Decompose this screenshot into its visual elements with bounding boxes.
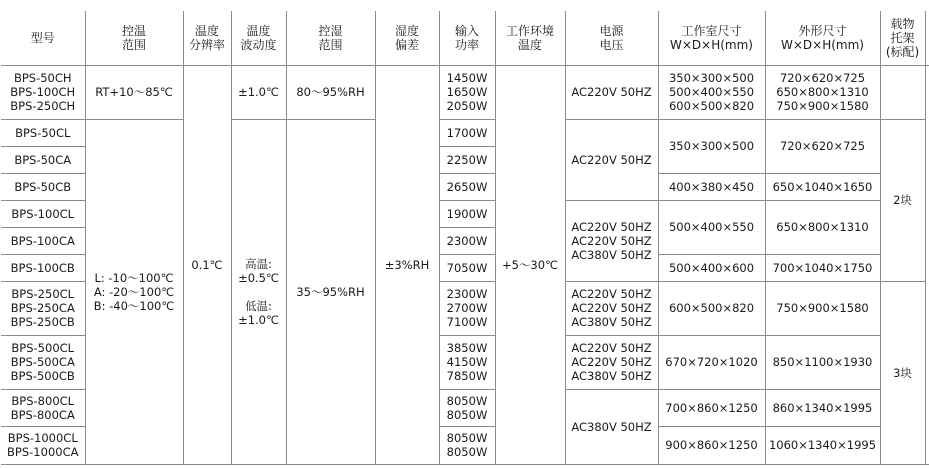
- header-chamber: [658, 11, 765, 65]
- cell-line: ±0.5℃: [238, 270, 279, 285]
- chamber-cell: [658, 254, 765, 281]
- cell-line: 2块: [893, 193, 912, 207]
- model-cell: [1, 389, 85, 426]
- cell-line: 温度: [246, 23, 271, 38]
- cell-line: W×D×H(mm): [781, 37, 864, 52]
- cell-line: 500×400×550: [668, 85, 755, 99]
- power-cell: [439, 65, 495, 119]
- header-env: [495, 11, 565, 65]
- cell-line: 2300W: [446, 233, 488, 248]
- cell-line: AC380V 50HZ: [571, 419, 652, 434]
- cell-line: 范围: [318, 37, 343, 52]
- cell-line: AC220V 50HZ: [571, 287, 652, 301]
- header-hum-ctrl: [286, 11, 375, 65]
- cell-line: 外形尺寸: [798, 23, 847, 38]
- cell-line: 7050W: [446, 260, 488, 275]
- voltage-cell: [565, 65, 658, 119]
- cell-line: 750×900×1580: [776, 99, 869, 113]
- voltage-cell: [565, 281, 658, 335]
- temp-fluct-cell: [231, 119, 286, 464]
- cell-line: 600×500×820: [668, 99, 755, 113]
- header-outer: [765, 11, 880, 65]
- env-cell: [495, 65, 565, 464]
- cell-line: 2250W: [446, 152, 488, 167]
- cell-line: 8050W: [446, 407, 488, 422]
- power-cell: [439, 389, 495, 426]
- cell-line: 650×800×1310: [776, 85, 869, 99]
- cell-line: BPS-800CA: [10, 407, 75, 422]
- power-cell: [439, 335, 495, 389]
- cell-line: 7850W: [446, 369, 488, 383]
- temp-ctrl-cell: [85, 119, 183, 464]
- cell-line: W×D×H(mm): [670, 37, 753, 52]
- header-filler: [925, 11, 929, 65]
- power-cell: [439, 119, 495, 146]
- header-hum-dev: [375, 11, 439, 65]
- cell-line: 700×860×1250: [665, 400, 758, 415]
- outer-cell: [765, 389, 880, 426]
- cell-line: BPS-250CB: [10, 315, 75, 329]
- outer-cell: [765, 335, 880, 389]
- cell-line: 电压: [599, 37, 624, 52]
- cell-line: 8050W: [446, 431, 488, 445]
- cell-line: 1900W: [446, 206, 488, 221]
- cell-line: 低温:: [245, 298, 272, 313]
- cell-line: BPS-500CB: [10, 369, 75, 383]
- cell-line: 2700W: [446, 301, 488, 315]
- cell-line: 高温:: [245, 256, 272, 271]
- outer-cell: [765, 281, 880, 335]
- model-cell: [1, 200, 85, 227]
- cell-line: 工作环境: [505, 23, 554, 38]
- cell-line: BPS-1000CA: [7, 445, 79, 459]
- cell-line: 托架: [890, 30, 915, 45]
- cell-line: 控湿: [318, 23, 343, 38]
- cell-line: 500×400×600: [668, 260, 755, 275]
- voltage-cell: [565, 200, 658, 281]
- cell-line: AC380V 50HZ: [571, 315, 652, 329]
- cell-line: BPS-500CA: [10, 355, 75, 369]
- cell-line: 3850W: [446, 341, 488, 355]
- cell-line: ±3%RH: [384, 257, 430, 272]
- cell-line: 工作室尺寸: [681, 23, 742, 38]
- header-temp-res: [183, 11, 231, 65]
- chamber-cell: [658, 389, 765, 426]
- header-temp-fluct: [231, 11, 286, 65]
- cell-line: BPS-100CH: [10, 85, 76, 99]
- cell-line: BPS-50CB: [14, 179, 72, 194]
- cell-line: 1700W: [446, 125, 488, 140]
- cell-line: 850×1100×1930: [772, 355, 873, 369]
- cell-line: 湿度: [394, 23, 419, 38]
- cell-line: 控温: [121, 23, 146, 38]
- cell-line: 2300W: [446, 287, 488, 301]
- model-cell: [1, 227, 85, 254]
- model-cell: [1, 281, 85, 335]
- chamber-cell: [658, 335, 765, 389]
- temp-res-cell: [183, 65, 231, 464]
- filler-cell: [925, 65, 929, 464]
- cell-line: B: -40～100℃: [93, 298, 175, 313]
- cell-line: [235, 285, 283, 299]
- cell-line: BPS-50CA: [14, 152, 72, 167]
- cell-line: 860×1340×1995: [772, 400, 873, 415]
- model-cell: [1, 426, 85, 464]
- model-cell: [1, 119, 85, 146]
- model-cell: [1, 65, 85, 119]
- cell-line: AC380V 50HZ: [571, 247, 652, 262]
- cell-line: 900×860×1250: [665, 438, 758, 452]
- cell-line: +5～30℃: [501, 257, 558, 272]
- cell-line: AC220V 50HZ: [571, 85, 652, 99]
- outer-cell: [765, 173, 880, 200]
- cell-line: A: -20～100℃: [93, 284, 175, 299]
- cell-line: 温度: [194, 23, 219, 38]
- cell-line: 650×1040×1650: [772, 179, 873, 194]
- cell-line: 750×900×1580: [776, 301, 869, 315]
- shelf-cell: [880, 119, 925, 281]
- cell-line: AC380V 50HZ: [571, 369, 652, 383]
- cell-line: AC220V 50HZ: [571, 233, 652, 248]
- temp-fluct-cell: [231, 65, 286, 119]
- cell-line: 功率: [454, 37, 479, 52]
- chamber-cell: [658, 173, 765, 200]
- cell-line: 400×380×450: [668, 179, 755, 194]
- hum-ctrl-cell: [286, 65, 375, 119]
- cell-line: BPS-800CL: [11, 393, 75, 408]
- power-cell: [439, 254, 495, 281]
- shelf-cell: [880, 65, 925, 119]
- cell-line: BPS-250CL: [11, 287, 75, 301]
- cell-line: RT+10～85℃: [95, 85, 173, 99]
- cell-line: AC220V 50HZ: [571, 341, 652, 355]
- power-cell: [439, 426, 495, 464]
- chamber-cell: [658, 426, 765, 464]
- hum-dev-cell: [375, 65, 439, 464]
- cell-line: 1060×1340×1995: [768, 438, 877, 452]
- header-row: [1, 11, 929, 65]
- power-cell: [439, 173, 495, 200]
- table-row: [1, 65, 929, 119]
- cell-line: AC220V 50HZ: [571, 355, 652, 369]
- cell-line: 8050W: [446, 445, 488, 459]
- voltage-cell: [565, 335, 658, 389]
- cell-line: BPS-100CL: [11, 206, 75, 221]
- voltage-cell: [565, 119, 658, 200]
- cell-line: 700×1040×1750: [772, 260, 873, 275]
- header-voltage: [565, 11, 658, 65]
- chamber-cell: [658, 119, 765, 173]
- power-cell: [439, 281, 495, 335]
- cell-line: 2650W: [446, 179, 488, 194]
- cell-line: BPS-500CL: [11, 341, 75, 355]
- cell-line: L: -10～100℃: [94, 270, 174, 285]
- chamber-cell: [658, 200, 765, 254]
- cell-line: AC220V 50HZ: [571, 219, 652, 234]
- cell-line: BPS-250CA: [10, 301, 75, 315]
- model-cell: [1, 146, 85, 173]
- cell-line: AC220V 50HZ: [571, 152, 652, 167]
- shelf-cell: [880, 281, 925, 464]
- cell-line: BPS-250CH: [10, 99, 76, 113]
- outer-cell: [765, 65, 880, 119]
- cell-line: 7100W: [446, 315, 488, 329]
- cell-line: BPS-50CL: [15, 125, 71, 140]
- header-power: [439, 11, 495, 65]
- cell-line: 3块: [893, 365, 912, 380]
- power-cell: [439, 146, 495, 173]
- cell-line: ±1.0℃: [238, 85, 279, 99]
- cell-line: 2050W: [446, 99, 488, 113]
- cell-line: 350×300×500: [668, 71, 755, 85]
- cell-line: 500×400×550: [668, 220, 755, 234]
- cell-line: 电源: [599, 23, 624, 38]
- outer-cell: [765, 426, 880, 464]
- cell-line: 600×500×820: [668, 301, 755, 315]
- cell-line: BPS-50CH: [13, 71, 72, 85]
- cell-line: 温度: [517, 37, 542, 52]
- cell-line: 输入: [454, 23, 479, 38]
- power-cell: [439, 227, 495, 254]
- cell-line: 分辨率: [188, 37, 225, 52]
- cell-line: 80～95%RH: [296, 85, 365, 99]
- cell-line: 8050W: [446, 393, 488, 408]
- cell-line: BPS-100CB: [10, 260, 75, 275]
- header-shelf: [880, 11, 925, 65]
- model-cell: [1, 173, 85, 200]
- outer-cell: [765, 119, 880, 173]
- hum-ctrl-cell: [286, 119, 375, 464]
- cell-line: AC220V 50HZ: [571, 301, 652, 315]
- outer-cell: [765, 254, 880, 281]
- cell-line: BPS-1000CL: [7, 431, 78, 445]
- cell-line: 载物: [890, 16, 915, 31]
- cell-line: 范围: [121, 37, 146, 52]
- model-cell: [1, 335, 85, 389]
- table-row: [1, 119, 929, 146]
- cell-line: 偏差: [394, 37, 419, 52]
- cell-line: BPS-100CA: [10, 233, 75, 248]
- cell-line: 0.1℃: [191, 257, 223, 272]
- cell-line: 720×620×725: [779, 71, 866, 85]
- power-cell: [439, 200, 495, 227]
- cell-line: ±1.0℃: [238, 312, 279, 327]
- cell-line: 720×620×725: [779, 139, 866, 153]
- cell-line: 650×800×1310: [776, 220, 869, 234]
- cell-line: 350×300×500: [668, 139, 755, 153]
- spec-table: [1, 11, 929, 465]
- model-cell: [1, 254, 85, 281]
- outer-cell: [765, 200, 880, 254]
- header-model: 型号: [1, 11, 85, 65]
- cell-line: 1650W: [446, 85, 488, 99]
- chamber-cell: [658, 65, 765, 119]
- header-temp-ctrl: [85, 11, 183, 65]
- cell-line: 4150W: [446, 355, 488, 369]
- voltage-cell: [565, 389, 658, 464]
- cell-line: 35～95%RH: [296, 284, 365, 299]
- chamber-cell: [658, 281, 765, 335]
- temp-ctrl-cell: [85, 65, 183, 119]
- cell-line: 波动度: [240, 37, 277, 52]
- cell-line: 670×720×1020: [665, 355, 758, 369]
- cell-line: (标配): [885, 44, 920, 59]
- cell-line: 1450W: [446, 71, 488, 85]
